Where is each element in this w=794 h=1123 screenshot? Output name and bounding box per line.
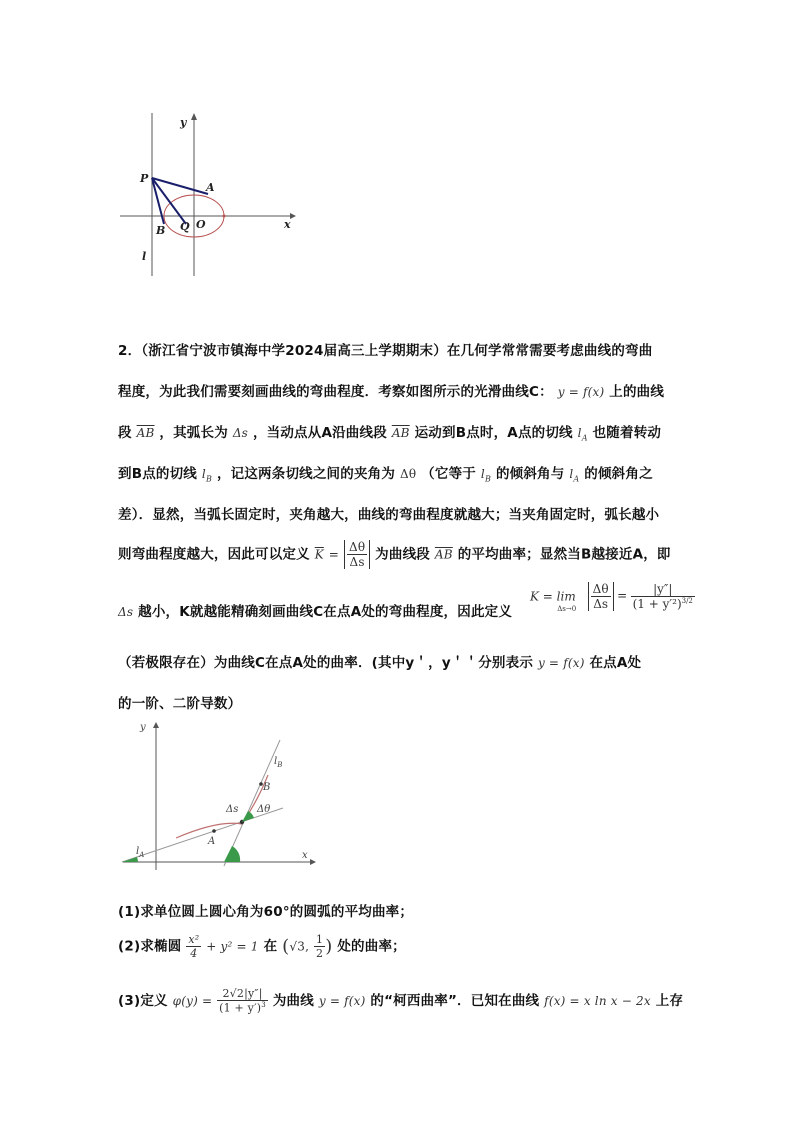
- problem-line-9: 的一阶、二阶导数）: [118, 696, 242, 712]
- equals: =: [328, 547, 340, 562]
- point-comma: ,: [305, 939, 310, 954]
- label-P: P: [140, 172, 149, 185]
- point-x: √3: [289, 939, 306, 954]
- problem-line-7: [118, 600, 512, 620]
- line4-text-d: 的倾斜角与: [495, 466, 565, 482]
- cauchy-fraction: [217, 987, 268, 1015]
- label-ds: Δs: [226, 804, 239, 815]
- question-1: (1)求单位圆上圆心角为60°的圆弧的平均曲率；: [118, 904, 414, 920]
- label-O: O: [196, 218, 206, 231]
- frac-den: Δs: [349, 555, 365, 569]
- problem-line-4: [118, 462, 653, 483]
- question-2: [118, 933, 406, 960]
- point-y-fraction: [314, 933, 325, 960]
- q2-text-c: 处的曲率；: [337, 938, 406, 955]
- problem-line-5: 差）．显然，当弧长固定时，夹角越大，曲线的弯曲程度就越大；当夹角固定时，弧长越小: [118, 507, 660, 523]
- lim-frac-den: Δs: [593, 597, 609, 611]
- tangent-lA: [577, 426, 588, 443]
- curvature-fraction: [631, 582, 695, 611]
- cauchy-den-base: (1 + y′): [219, 1001, 262, 1015]
- point-A: [212, 829, 216, 833]
- line8-text-a: （若极限存在）为曲线C在点A处的曲率．(其中y＇，y＇＇分别表示: [118, 655, 534, 671]
- line4-text-a: 到B点的切线: [118, 466, 197, 482]
- ellipse-num: x²: [188, 933, 200, 946]
- lim-subscript: Δs→0: [557, 604, 577, 613]
- arc-AB-2: $\overline{AB}$: [391, 426, 410, 440]
- focus-point: [223, 215, 226, 218]
- q3-function: f(x) = x ln x − 2x: [544, 993, 651, 1008]
- tangent-lB2-sub: B: [484, 474, 492, 484]
- label-lB-letter: l: [274, 756, 278, 767]
- ellipse-rest: + y² = 1: [206, 939, 259, 954]
- y-axis-arrow: [191, 113, 197, 120]
- label-lA-letter: l: [136, 846, 140, 857]
- label-y-2: y: [140, 722, 146, 733]
- ellipse-fraction: [186, 933, 201, 960]
- q3-text-b: 为曲线: [272, 992, 314, 1009]
- x-axis-arrow: [290, 213, 296, 219]
- tangent-lA-letter: l: [577, 426, 582, 440]
- paren-open: (: [282, 936, 290, 957]
- tangent-lB-sub: B: [205, 474, 213, 484]
- label-y: y: [180, 116, 187, 129]
- arc-AB: $\overline{AB}$: [136, 426, 155, 440]
- delta-s-2: Δs: [118, 605, 134, 619]
- line3-text-e: 也随着转动: [592, 425, 662, 441]
- line3-text-b: ，其弧长为: [159, 425, 228, 441]
- line7-text-a: 越小，K就越能精确刻画曲线C在点A处的弯曲程度，因此定义: [138, 604, 513, 620]
- problem-line-2: [118, 380, 664, 400]
- cauchy-num: 2√2|y″|: [217, 987, 268, 1001]
- y-axis-arrow-2: [153, 722, 159, 728]
- label-x: x: [284, 218, 291, 231]
- lim-frac-num: Δθ: [592, 582, 609, 596]
- curv-num: |y″|: [631, 582, 695, 597]
- tangent-lA-sub: A: [581, 433, 588, 443]
- line6-text-c: 的平均曲率；显然当B越接近A，即: [457, 546, 671, 563]
- line8-text-b: 在点A处: [589, 655, 642, 671]
- k-bar: $\overline{K}$: [314, 547, 324, 562]
- label-B-2: B: [263, 782, 271, 793]
- problem-line-8: [118, 651, 641, 671]
- label-B: B: [156, 224, 166, 237]
- line3-text-d: 运动到B点时，A点的切线: [414, 425, 573, 441]
- q3-text-c: 的“柯西曲率”．已知在曲线: [370, 992, 540, 1009]
- label-x-2: x: [302, 850, 308, 861]
- avg-curvature-fraction: [344, 540, 370, 569]
- question-3: [118, 987, 683, 1015]
- cauchy-den: [217, 1001, 268, 1015]
- tangent-lB: [201, 467, 213, 484]
- tangent-lB-2: [480, 467, 492, 484]
- figure-ellipse-tangent: [110, 108, 300, 278]
- label-l: l: [142, 250, 147, 263]
- q2-text-b: 在: [263, 938, 278, 955]
- line4-text-e: 的倾斜角之: [584, 466, 653, 482]
- paren-close: ): [325, 936, 333, 957]
- line4-text-b: ，记这两条切线之间的夹角为: [216, 466, 396, 482]
- tangent-lA2-letter: l: [569, 467, 574, 481]
- label-lB-sub: B: [277, 761, 283, 769]
- curv-den: [631, 597, 695, 611]
- label-lB: [274, 756, 282, 769]
- delta-s: Δs: [232, 426, 249, 440]
- tangent-lA2-sub: A: [573, 474, 580, 484]
- angle-lA: [122, 857, 138, 862]
- delta-theta: Δθ: [399, 467, 417, 481]
- line3-text-a: 段: [118, 425, 132, 441]
- line4-text-c: （它等于: [421, 466, 476, 482]
- tangent-lA-2: [569, 467, 580, 484]
- line6-text-a: 则弯曲程度越大，因此可以定义: [118, 546, 310, 563]
- line2-text-a: 程度，为此我们需要刻画曲线的弯曲程度．考察如图所示的光滑曲线C：: [118, 384, 553, 400]
- angle-lB: [224, 846, 240, 862]
- segment-PA: [152, 178, 208, 194]
- ellipse-den: 4: [190, 947, 198, 960]
- line2-text-b: 上的曲线: [609, 384, 665, 400]
- label-lA-sub: A: [139, 851, 145, 859]
- label-A-2: A: [208, 836, 216, 847]
- arc-AB-3: $\overline{AB}$: [434, 547, 453, 562]
- x-axis-arrow-2: [310, 859, 316, 865]
- curv-den-base: (1 + y′²): [632, 597, 682, 611]
- label-dtheta: Δθ: [257, 804, 271, 815]
- line6-text-b: 为曲线段: [375, 546, 430, 563]
- label-Q: Q: [180, 220, 190, 233]
- q2-text-a: (2)求椭圆: [118, 938, 182, 955]
- problem-line-1: 2．（浙江省宁波市镇海中学2024届高三上学期期末）在几何学常常需要考虑曲线的弯曲: [118, 343, 653, 359]
- tangent-lB-letter: l: [201, 467, 206, 481]
- lim-fraction: [588, 582, 614, 611]
- point-y-den: 2: [316, 947, 324, 960]
- problem-line-6: [118, 540, 671, 569]
- label-A: A: [206, 181, 215, 194]
- phi-def: φ(y) =: [172, 993, 213, 1008]
- tangent-lB2-letter: l: [480, 467, 485, 481]
- frac-num: Δθ: [348, 540, 366, 554]
- tangent-line-lA: [122, 808, 283, 862]
- angle-delta-theta: [242, 811, 254, 822]
- line3-text-c: ，当动点从A沿曲线段: [252, 425, 387, 441]
- k-lim: K = lim: [530, 589, 576, 604]
- figure-curvature: [118, 720, 318, 870]
- curve-equation-2: y = f(x): [537, 656, 585, 670]
- point-y-num: 1: [316, 933, 324, 946]
- q3-curve: y = f(x): [318, 993, 366, 1008]
- q3-text-a: (3)定义: [118, 992, 168, 1009]
- curve-equation: y = f(x): [557, 385, 605, 399]
- curvature-definition: [530, 582, 695, 611]
- equals-2: =: [617, 588, 628, 603]
- cauchy-den-exp: 3: [261, 1001, 266, 1009]
- q3-text-d: 上存: [655, 992, 684, 1009]
- problem-line-3: [118, 421, 661, 442]
- curv-den-exp: 3/2: [681, 597, 693, 605]
